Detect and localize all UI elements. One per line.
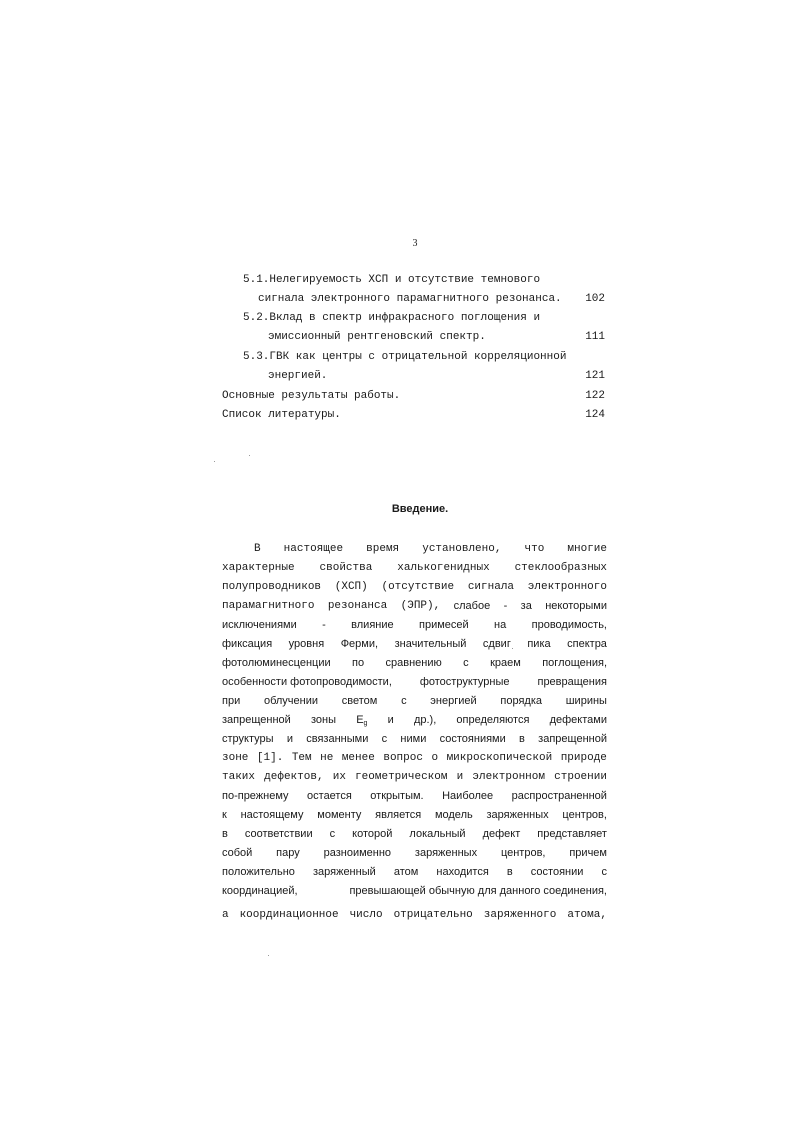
paragraph-line: положительно заряженный атом находится в состоянии с xyxy=(222,866,607,878)
paragraph-line: зоне [1]. Тем не менее вопрос о микроскопической природе xyxy=(222,752,607,764)
paragraph-line: парамагнитного резонанса (ЭПР), слабое - за некоторыми xyxy=(222,600,607,612)
paragraph-line: характерные свойства халькогенидных стеклообразных xyxy=(222,562,607,574)
page-number: 3 xyxy=(412,238,418,249)
paragraph-line: к настоящему моменту является модель заряженных центров, xyxy=(222,809,607,821)
paragraph-line: таких дефектов, их геометрическом и электронном строении xyxy=(222,771,607,783)
toc-entry-5-1-line2: сигнала электронного парамагнитного резонанса. xyxy=(258,293,562,305)
toc-entry-5-1-line1: 5.1.Нелегируемость ХСП и отсутствие темнового xyxy=(243,274,541,286)
section-heading: Введение. xyxy=(391,503,449,515)
toc-entry-5-2-line2: эмиссионный рентгеновский спектр. xyxy=(268,331,486,343)
paragraph-line: В настоящее время установлено, что многие xyxy=(254,543,607,555)
toc-entry-results-page: 122 xyxy=(585,390,605,402)
paragraph-line: собой пару разноименно заряженных центров, причем xyxy=(222,847,607,859)
toc-entry-references-page: 124 xyxy=(585,409,605,421)
paragraph-line: фиксация уровня Ферми, значительный сдвиг пика спектра xyxy=(222,638,607,650)
toc-entry-5-1-page: 102 xyxy=(585,293,605,305)
paragraph-line: исключениями - влияние примесей на проводимость, xyxy=(222,619,607,631)
toc-entry-5-2-line1: 5.2.Вклад в спектр инфракрасного поглощения и xyxy=(243,312,541,324)
paragraph-line: фотолюминесценции по сравнению с краем поглощения, xyxy=(222,657,607,669)
toc-entry-5-2-page: 111 xyxy=(585,331,605,343)
paragraph-line: а координационное число отрицательно заряженного атома, xyxy=(222,909,607,921)
paragraph-line: в соответствии с которой локальный дефект представляет xyxy=(222,828,607,840)
scan-speck xyxy=(214,461,215,462)
toc-entry-5-3-line2: энергией. xyxy=(268,370,328,382)
paragraph-line: координацией, превышающей обычную для данного соединения, xyxy=(222,885,607,897)
toc-entry-results: Основные результаты работы. xyxy=(222,390,401,402)
paragraph-line: запрещенной зоны Eg и др.), определяются дефектами xyxy=(222,714,607,727)
paragraph-line: структуры и связанными с ними состояниями в запрещенной xyxy=(222,733,607,745)
scan-speck xyxy=(249,455,250,456)
paragraph-line: при облучении светом с энергией порядка ширины xyxy=(222,695,607,707)
scan-speck xyxy=(268,955,269,956)
toc-entry-5-3-page: 121 xyxy=(585,370,605,382)
paragraph-line: полупроводников (ХСП) (отсутствие сигнала электронного xyxy=(222,581,607,593)
band-gap-symbol: Eg xyxy=(356,714,368,727)
scan-speck xyxy=(512,648,513,649)
paragraph-line: особенности фотопроводимости, фотоструктурные превращения xyxy=(222,676,607,688)
paragraph-line: по-прежнему остается открытым. Наиболее распространенной xyxy=(222,790,607,802)
table-of-contents xyxy=(0,0,795,430)
toc-entry-references: Список литературы. xyxy=(222,409,341,421)
toc-entry-5-3-line1: 5.3.ГВК как центры с отрицательной корреляционной xyxy=(243,351,567,363)
